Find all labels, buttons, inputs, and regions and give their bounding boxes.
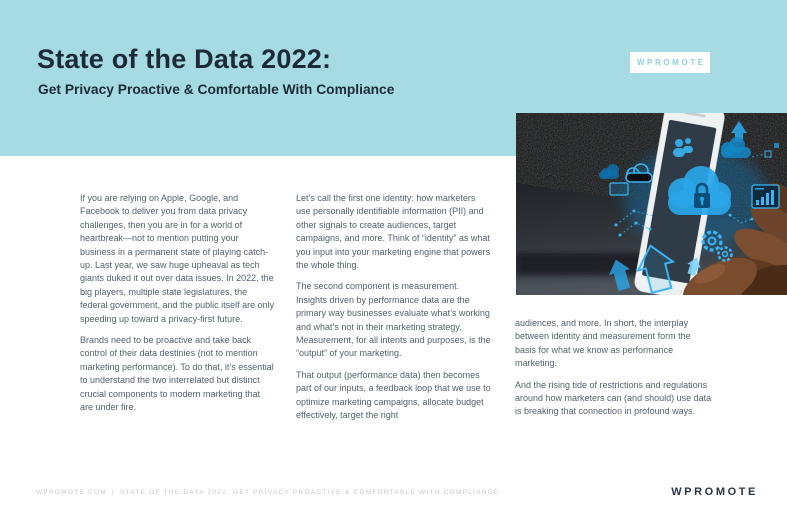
page-title: State of the Data 2022: (37, 44, 332, 74)
paragraph: audiences, and more. In short, the interplay between identity and measurement form the basis for what we know as performance marketing. (515, 318, 691, 369)
wpromote-logo (630, 52, 710, 73)
hero-photo (516, 113, 787, 295)
body-column-3 (515, 317, 712, 427)
page-subtitle: Get Privacy Proactive & Comfortable With Compliance (38, 82, 395, 97)
footer-meta (36, 489, 499, 496)
paragraph: That output (performance data) then becomes part of our inputs, a feedback loop that we use to optimize marketing campaigns, allocate budget effectively, target the right (296, 369, 491, 421)
paragraph: If you are relying on Apple, Google, and Facebook to deliver you from data privacy challenges, then you are in for a world of heartbreak—not to mention putting your business in a permanent state of playing catch-up. Last year, we saw huge upheaval as tech giants duked it out over data issues. In 2022, the big players, multiple state legislatures, the federal government, and the public itself are only speeding up toward a privacy-first future. (80, 193, 275, 324)
paragraph: And the rising tide of restrictions and regulations around how marketers can (and should) use data is breaking that connection in profound ways. (515, 379, 712, 417)
wpromote-logo-text: WPROMOTE (636, 58, 706, 67)
paragraph: The second component is measurement. Insights driven by performance data are the primary way businesses evaluate what’s working and what’s not in their marketing strategy. Measurement, for all intents and purposes, is the “output” of your marketing. (296, 281, 491, 359)
footer-brand-logo: WPROMOTE (671, 486, 758, 498)
footer-site-link[interactable]: WPROMOTE.COM (36, 489, 107, 496)
paragraph: Brands need to be proactive and take back control of their data destinies (not to mention marketing performance). To do that, it’s essential to understand the two interrelated but distinct crucial components to modern marketing that are under fire. (80, 335, 274, 413)
footer-separator: | (111, 489, 115, 496)
footer-document-title: STATE OF THE DATA 2022: GET PRIVACY PROACTIVE & COMFORTABLE WITH COMPLIANCE (119, 489, 500, 496)
body-column-2 (296, 192, 491, 431)
paragraph: Let’s call the first one identity: how marketers use personally identifiable information (PII) and other signals to create audiences, target campaigns, and more. Think of “identity” as what you input into your marketing engine that powers the whole thing. (296, 193, 491, 271)
body-column-1 (80, 192, 275, 423)
